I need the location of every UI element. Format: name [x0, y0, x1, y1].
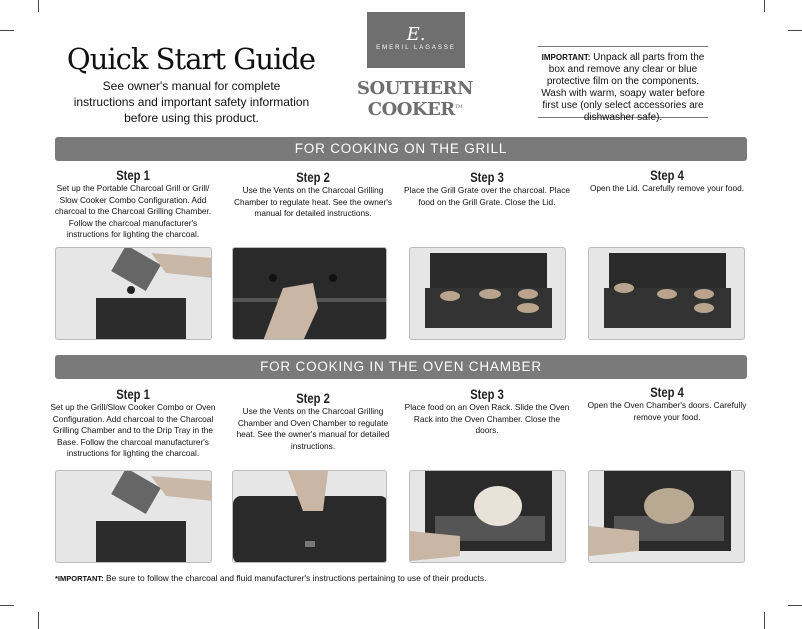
step-title: Step 2: [296, 390, 330, 406]
oven-step-1: [48, 386, 218, 460]
oven-step-2: [228, 390, 398, 452]
photo-removing-food: [588, 247, 745, 340]
photo-adding-charcoal: [55, 247, 212, 340]
grill-step-1: [48, 167, 218, 241]
footer-note: [55, 573, 487, 583]
trademark: TM: [454, 104, 463, 110]
logo-name: EMERIL LAGASSE: [376, 45, 456, 51]
page-title: Quick Start Guide: [66, 42, 316, 76]
photo-removing-roast: [588, 470, 745, 563]
photo-adding-charcoal-oven: [55, 470, 212, 563]
step-title: Step 2: [296, 169, 330, 185]
photo-food-on-grate: [409, 247, 566, 340]
step-title: Step 3: [470, 386, 504, 402]
photo-adjusting-oven-vents: [232, 470, 387, 563]
crop-mark: [788, 605, 802, 606]
step-text: Place the Grill Grate over the charcoal. Place food on the Grill Grate. Close the Lid.: [403, 185, 570, 207]
step-text: Set up the Portable Charcoal Grill or Grill/ Slow Cooker Combo Configuration. Add charcoal to the Charcoal Grilling Chamber. Follow the charcoal manufacturer's instructions for lighting the charcoal.: [54, 183, 212, 240]
important-label: IMPORTANT:: [541, 53, 591, 62]
step-title: Step 1: [116, 386, 150, 402]
important-text: Unpack all parts from the box and remove any clear or blue protective film on the components. Wash with warm, soapy water before first use (only select accessories are dishwasher safe).: [541, 52, 705, 123]
oven-step-4: [582, 384, 752, 423]
grill-step-3: [402, 169, 572, 208]
subtitle-line: before using this product.: [124, 111, 259, 125]
step-text: Set up the Grill/Slow Cooker Combo or Oven Configuration. Add charcoal to the Charcoal Grilling Chamber and to the Drip Tray in the Base. Follow the charcoal manufacturer's instructions for lighting the charcoal.: [50, 402, 216, 459]
grill-section-banner: FOR COOKING ON THE GRILL: [55, 137, 747, 161]
footer-text: Be sure to follow the charcoal and fluid manufacturer's instructions pertaining to use of their products.: [105, 573, 487, 583]
crop-mark: [764, 612, 765, 629]
step-title: Step 4: [650, 384, 684, 400]
crop-mark: [0, 605, 14, 606]
step-text: Place food on an Oven Rack. Slide the Oven Rack into the Oven Chamber. Close the doors.: [404, 402, 570, 436]
subtitle-line: See owner's manual for complete: [102, 79, 281, 93]
crop-mark: [38, 612, 39, 629]
brand-line: SOUTHERN: [357, 78, 473, 99]
step-text: Open the Lid. Carefully remove your food.: [589, 183, 745, 193]
logo-mark: E.: [406, 24, 426, 45]
brand-line: COOKER: [367, 99, 455, 120]
step-title: Step 3: [470, 169, 504, 185]
crop-mark: [764, 0, 765, 12]
step-text: Use the Vents on the Charcoal Grilling Chamber to regulate heat. See the owner's manual for detailed instructions.: [234, 185, 392, 219]
step-title: Step 4: [650, 167, 684, 183]
oven-step-3: [402, 386, 572, 437]
crop-mark: [788, 30, 802, 31]
important-note: [538, 46, 708, 123]
brand-logo: [355, 80, 475, 119]
footer-label: *IMPORTANT:: [55, 574, 104, 583]
grill-step-2: [228, 169, 398, 220]
step-title: Step 1: [116, 167, 150, 183]
step-text: Open the Oven Chamber's doors. Carefully remove your food.: [587, 400, 747, 422]
crop-mark: [38, 0, 39, 12]
grill-step-4: [582, 167, 752, 195]
crop-mark: [0, 30, 14, 31]
step-text: Use the Vents on the Charcoal Grilling Chamber and Oven Chamber to regulate heat. See the owner's manual for detailed instructions.: [236, 406, 390, 451]
photo-adjusting-vents: [232, 247, 387, 340]
subtitle-line: instructions and important safety information: [73, 95, 310, 109]
photo-sliding-oven-rack: [409, 470, 566, 563]
emeril-logo: [367, 12, 465, 68]
subtitle: [70, 78, 313, 126]
oven-section-banner: FOR COOKING IN THE OVEN CHAMBER: [55, 355, 747, 379]
